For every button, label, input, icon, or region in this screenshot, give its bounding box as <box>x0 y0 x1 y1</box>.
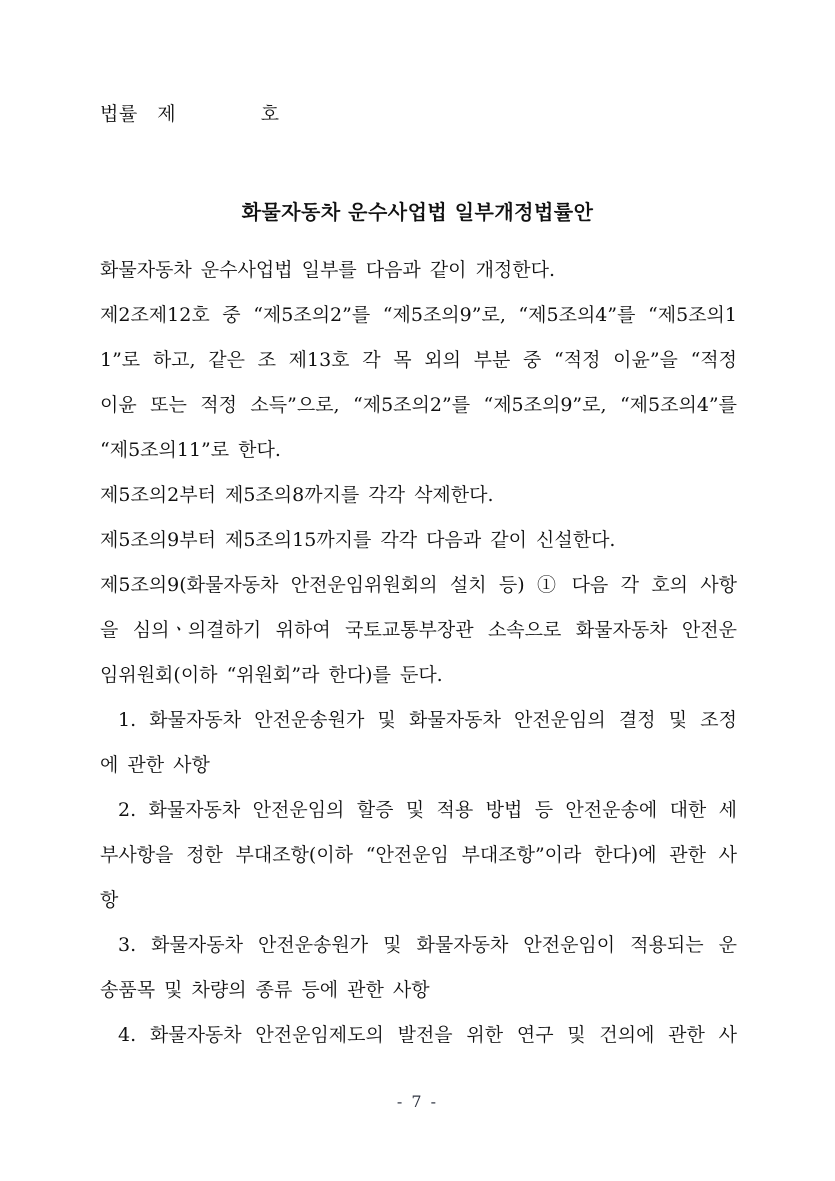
body-line: 이윤 또는 적정 소득”으로, “제5조의2”를 “제5조의9”로, “제5조의4”를 <box>100 394 737 416</box>
body-line: 부사항을 정한 부대조항(이하 “안전운임 부대조항”이라 한다)에 관한 사 <box>100 844 737 866</box>
body-line: 에 관한 사항 <box>100 754 210 776</box>
body-line: 제5조의9부터 제5조의15까지를 각각 다음과 같이 신설한다. <box>100 529 616 551</box>
body-line: 제2조제12호 중 “제5조의2”를 “제5조의9”로, “제5조의4”를 “제5조의1 <box>100 304 737 326</box>
body-line: 임위원회(이하 “위원회”라 한다)를 둔다. <box>100 664 443 686</box>
document-title: 화물자동차 운수사업법 일부개정법률안 <box>241 200 594 224</box>
body-line-item-2: 2. 화물자동차 안전운임의 할증 및 적용 방법 등 안전운송에 대한 세 <box>118 799 737 821</box>
body-line: 항 <box>100 889 119 911</box>
body-line: 1”로 하고, 같은 조 제13호 각 목 외의 부분 중 “적정 이윤”을 “적정 <box>100 349 737 371</box>
body-line: 송품목 및 차량의 종류 등에 관한 사항 <box>100 979 430 1001</box>
page-number: - 7 - <box>396 1092 439 1111</box>
body-line-item-4: 4. 화물자동차 안전운임제도의 발전을 위한 연구 및 건의에 관한 사 <box>118 1024 737 1046</box>
body-line: 화물자동차 운수사업법 일부를 다음과 같이 개정한다. <box>100 259 556 281</box>
body-line-item-1: 1. 화물자동차 안전운송원가 및 화물자동차 안전운임의 결정 및 조정 <box>118 709 737 731</box>
law-number-line: 법률 제 호 <box>100 103 280 125</box>
body-line: “제5조의11”로 한다. <box>100 439 281 461</box>
body-line-item-3: 3. 화물자동차 안전운송원가 및 화물자동차 안전운임이 적용되는 운 <box>118 934 737 956</box>
body-line: 을 심의ㆍ의결하기 위하여 국토교통부장관 소속으로 화물자동차 안전운 <box>100 619 737 641</box>
body-line: 제5조의2부터 제5조의8까지를 각각 삭제한다. <box>100 484 494 506</box>
body-line: 제5조의9(화물자동차 안전운임위원회의 설치 등) ① 다음 각 호의 사항 <box>100 574 737 596</box>
document-body <box>100 248 737 1058</box>
